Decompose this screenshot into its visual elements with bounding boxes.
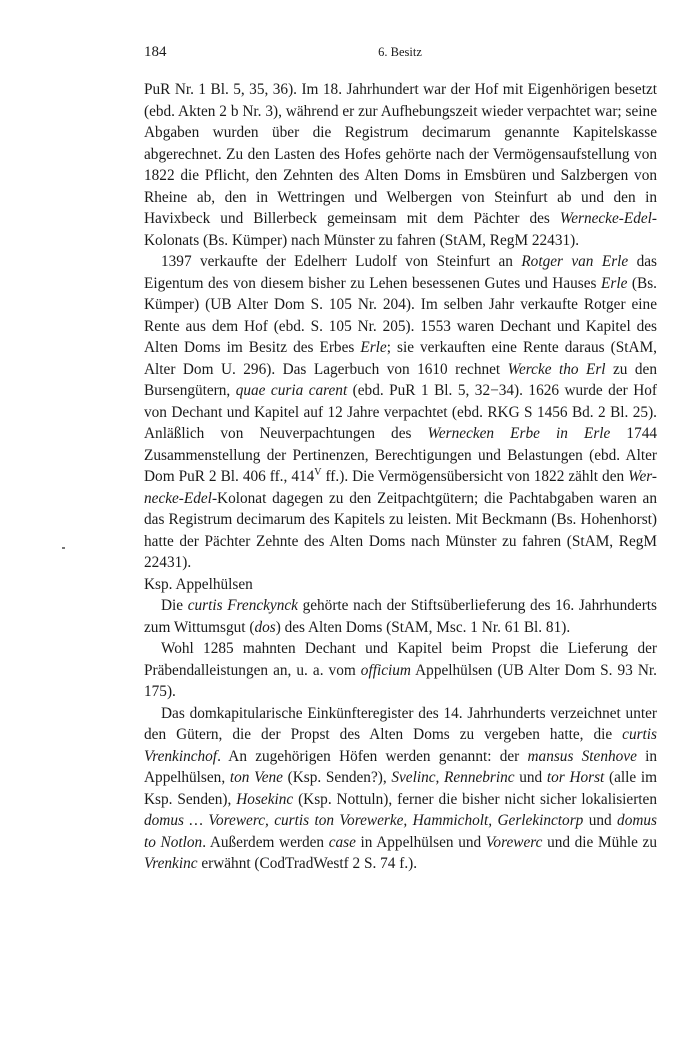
text-run: das Eigentum des von diesem bisher zu Lehen besessenen Gutes und Hauses [144,253,657,292]
text-run: ff.). Die Vermögensübersicht von 1822 zählt den [321,468,629,485]
page-number: 184 [144,44,167,60]
text-run: Ksp. Appelhülsen [144,575,253,593]
text-run: und [583,812,618,829]
margin-mark [62,547,65,549]
text-run: erwähnt (CodTradWestf 2 S. 74 f.). [197,855,418,872]
text-run: und die Mühle zu [542,833,657,851]
italic-term: domus … Vorewerc, curtis ton Vorewerke, Hammicholt, Gerlekinctorp [144,812,584,829]
italic-term: tor Horst [546,769,605,786]
text-run: Das domkapitularische Einkünfteregister des 14. Jahrhunderts verzeichnet unter den Gütern, die der Propst des Alten Doms zu vergeben hatte, die [144,704,657,743]
italic-term: case [328,833,356,851]
text-run: (Ksp. Senden?), [282,769,392,786]
paragraph-p4 [144,638,657,703]
text-run: (Bs. Kümper) (UB Alter Dom S. 105 Nr. 204). Im selben Jahr verkaufte Rotger eine Rente aus dem Hof (ebd. S. 105 Nr. 205). 1553 waren Dechant und Kapitel des Alten Doms im Besitz des Erbes [144,274,657,356]
text-run: 1744 Zusammenstellung der Pertinenzen, Berechtigungen und Belastungen (ebd. Alter Dom PuR 2 Bl. 406 ff., 414 [144,425,658,485]
italic-term: ton Vene [229,769,283,786]
italic-term: curtis Vrenkinchof [144,726,657,765]
text-run: zu den Bursengütern, [144,360,657,399]
italic-term: curtis Frenckynck [187,597,298,614]
paragraph-p5 [144,703,657,875]
italic-term: Wernecke-Edel [559,210,652,227]
page-header [144,44,656,64]
italic-term: Svelinc, Rennebrinc [391,769,515,786]
italic-term: Wercke tho Erl [507,360,606,378]
italic-term: Rotger van Erle [521,253,629,270]
text-run: in Appelhülsen und [355,833,486,851]
section-heading [144,574,657,596]
italic-term: Vorewerc [485,833,543,851]
text-run: gehörte nach der Stiftsüberlieferung des 16. Jahrhunderts zum Wittumsgut ( [144,597,657,636]
italic-term: dos [254,618,276,636]
paragraph-p3 [144,595,657,638]
text-run: PuR Nr. 1 Bl. 5, 35, 36). Im 18. Jahrhundert war der Hof mit Eigenhörigen besetzt (ebd. Akten 2 b Nr. 3), während er zur Aufhebungszeit wieder verpachtet war; seine Abgaben wurden über die Registrum decimarum genannte Kapitelskasse abgerechnet. Zu den Lasten des Hofes gehörte nach der Vermögensaufstellung von 1822 die Pflicht, den Zehnten des Alten Doms in Emsbüren und Salzbergen von Rheine ab, den in Wettringen und Welbergen von Steinfurt ab und den in Havixbeck und Billerbeck gemeinsam mit dem Pächter des [144,81,657,227]
text-run: ) des Alten Doms (StAM, Msc. 1 Nr. 61 Bl. 81). [275,618,571,636]
italic-term: Erle [601,274,628,292]
italic-term: Erle [360,339,387,356]
text-run: Appelhülsen (UB Alter Dom S. 93 Nr. 175). [144,661,657,700]
italic-term: quae curia carent [235,382,348,399]
italic-term: Wer-necke-Edel [144,468,657,507]
text-run: in Appelhülsen, [144,747,658,786]
italic-term: officium [360,661,411,679]
superscript: V [314,466,322,478]
italic-term: Hosekinc [236,790,294,808]
text-run: und [514,769,547,786]
paragraph-p1 [144,79,657,251]
text-run: . Außerdem werden [202,833,329,851]
text-run: -Kolonats (Bs. Kümper) nach Münster zu fahren (StAM, RegM 22431). [144,210,657,249]
italic-term: domus to Notlon [144,812,657,851]
text-run: . An zugehörigen Höfen werden genannt: der [217,747,528,765]
italic-term: Vrenkinc [144,855,198,872]
running-head: 6. Besitz [378,45,422,59]
text-run: ; sie verkauften eine Rente daraus (StAM, Alter Dom U. 296). Das Lagerbuch von 1610 rechnet [144,339,657,378]
body-text [144,79,657,875]
text-run: (ebd. PuR 1 Bl. 5, 32−34). 1626 wurde der Hof von Dechant und Kapitel auf 12 Jahre verpachtet (ebd. RKG S 1456 Bd. 2 Bl. 25). Anläßlich von Neuverpachtungen des [144,382,657,442]
text-run: Die [161,597,188,614]
paragraph-p2 [144,251,657,574]
text-run: (Ksp. Nottuln), ferner die bisher nicht sicher lokalisierten [293,790,657,808]
text-run: 1397 verkaufte der Edelherr Ludolf von Steinfurt an [161,253,522,270]
text-run: -Kolonat dagegen zu den Zeitpachtgütern; die Pachtabgaben waren an das Registrum decimarum des Kapitels zu leisten. Mit Beckmann (Bs. Hohenhorst) hatte der Pächter Zehnte des Alten Doms nach Münster zu fahren (StAM, RegM 22431). [144,489,657,571]
italic-term: Wernecken Erbe in Erle [427,425,611,442]
italic-term: mansus Stenhove [527,747,637,765]
text-run: (alle im Ksp. Senden), [144,769,658,808]
text-run: Wohl 1285 mahnten Dechant und Kapitel beim Propst die Lieferung der Präbendalleistungen an, u. a. vom [144,640,657,679]
